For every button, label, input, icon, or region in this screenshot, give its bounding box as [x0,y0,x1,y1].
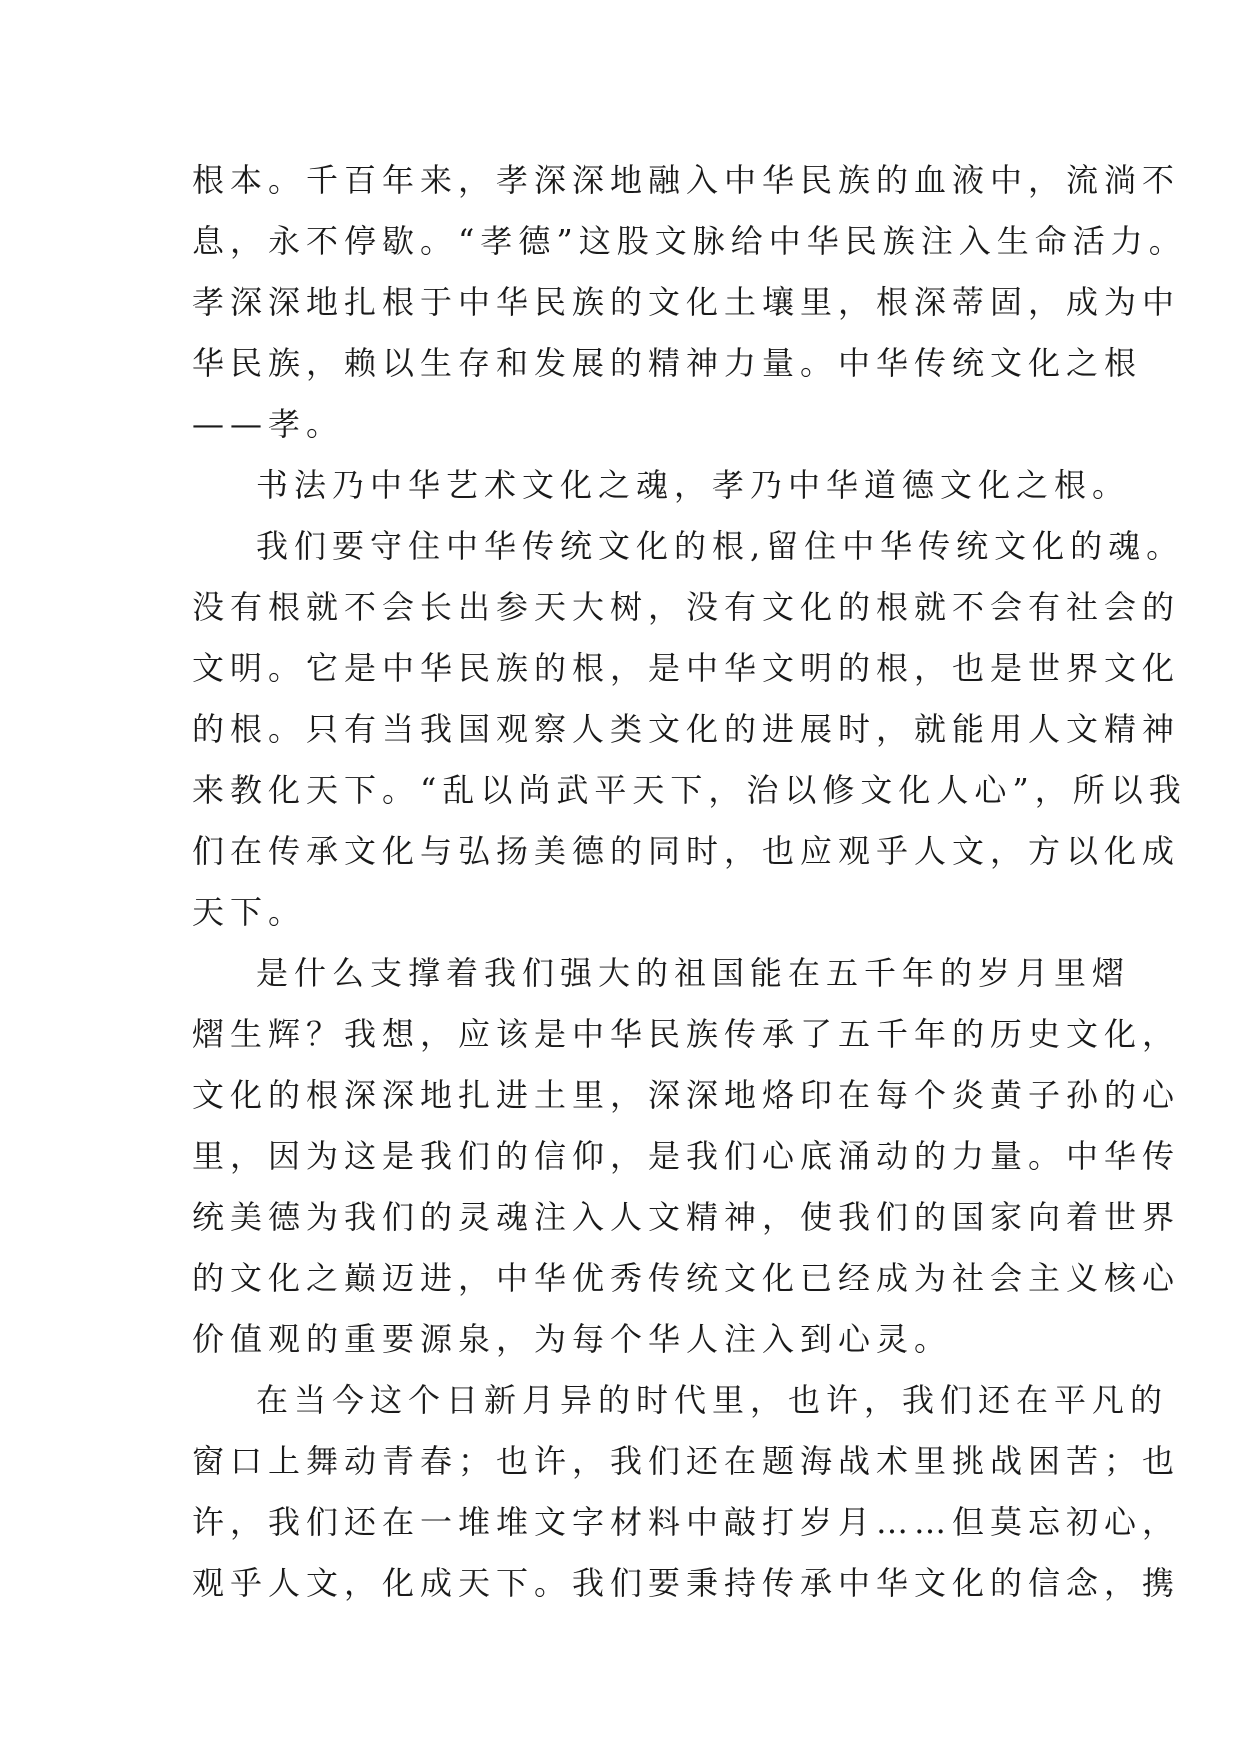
document-body [192,150,1187,1614]
text-line: 根本。千百年来，孝深深地融入中华民族的血液中，流淌不 [192,161,1181,199]
paragraph-5 [192,1370,1181,1614]
text-line: 的文化之巅迈进，中华优秀传统文化已经成为社会主义核心 [192,1259,1181,1297]
text-line: 没有根就不会长出参天大树，没有文化的根就不会有社会的 [192,588,1181,626]
text-line: 观乎人文，化成天下。我们要秉持传承中华文化的信念，携 [192,1564,1181,1602]
text-line: 文化的根深深地扎进土里，深深地烙印在每个炎黄子孙的心 [192,1076,1181,1114]
text-line: 息，永不停歇。“孝德”这股文脉给中华民族注入生命活力。 [192,222,1187,260]
text-line: 窗口上舞动青春；也许，我们还在题海战术里挑战困苦；也 [192,1442,1181,1480]
text-line: 在当今这个日新月异的时代里，也许，我们还在平凡的 [256,1381,1169,1419]
text-line: 们在传承文化与弘扬美德的同时，也应观乎人文，方以化成 [192,832,1181,870]
text-line: 来教化天下。“乱以尚武平天下，治以修文化人心”，所以我 [192,771,1187,809]
paragraph-2 [192,455,1131,516]
text-line: 熠生辉？我想，应该是中华民族传承了五千年的历史文化， [192,1015,1181,1053]
text-line: ——孝。 [192,405,345,443]
text-line: 的根。只有当我国观察人类文化的进展时，就能用人文精神 [192,710,1181,748]
text-line: 里，因为这是我们的信仰，是我们心底涌动的力量。中华传 [192,1137,1181,1175]
text-line: 书法乃中华艺术文化之魂，孝乃中华道德文化之根。 [256,466,1131,504]
paragraph-4 [192,943,1181,1370]
text-line: 是什么支撑着我们强大的祖国能在五千年的岁月里熠 [256,954,1131,992]
text-line: 许，我们还在一堆堆文字材料中敲打岁月……但莫忘初心， [192,1503,1181,1541]
text-line: 价值观的重要源泉，为每个华人注入到心灵。 [192,1320,953,1358]
text-line: 华民族，赖以生存和发展的精神力量。中华传统文化之根 [192,344,1143,382]
text-line: 文明。它是中华民族的根，是中华文明的根，也是世界文化 [192,649,1181,687]
text-line: 我们要守住中华传统文化的根,留住中华传统文化的魂。 [256,527,1185,565]
text-line: 孝深深地扎根于中华民族的文化土壤里，根深蒂固，成为中 [192,283,1181,321]
paragraph-3 [192,516,1187,943]
text-line: 天下。 [192,893,307,931]
paragraph-1 [192,150,1187,455]
text-line: 统美德为我们的灵魂注入人文精神，使我们的国家向着世界 [192,1198,1181,1236]
